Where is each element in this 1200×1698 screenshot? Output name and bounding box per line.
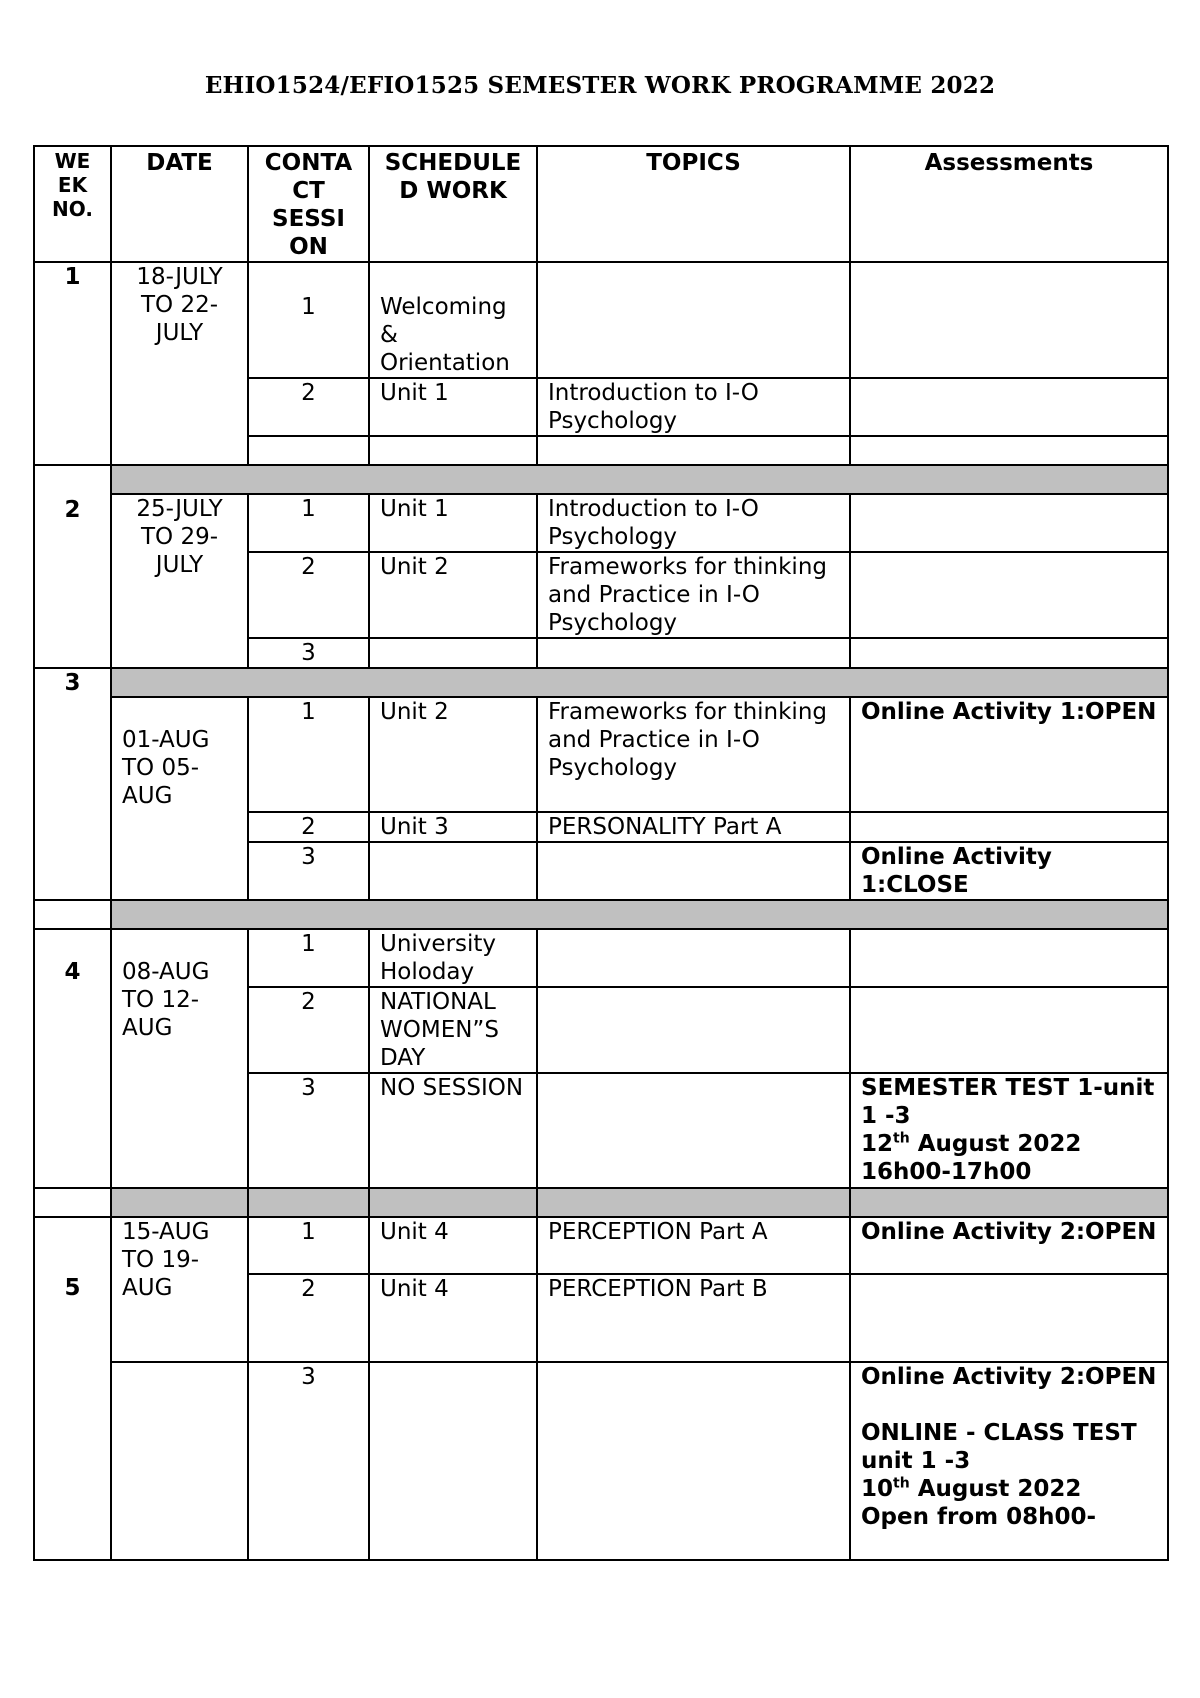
- topic: Introduction to I-O Psychology: [537, 494, 850, 552]
- session-number: 2: [248, 812, 369, 842]
- week-separator: [111, 1188, 248, 1217]
- session-number: [248, 436, 369, 465]
- topic: [537, 929, 850, 987]
- week-number: 1: [34, 262, 111, 465]
- week-separator: [850, 1188, 1168, 1217]
- header-contact-session: CONTA CT SESSI ON: [248, 146, 369, 262]
- assessment: [850, 436, 1168, 465]
- week-number: 3: [34, 668, 111, 900]
- session-number: 3: [248, 1073, 369, 1188]
- topic: PERSONALITY Part A: [537, 812, 850, 842]
- table-row: [34, 494, 1168, 552]
- week-separator: [111, 900, 1168, 929]
- header-scheduled-work: SCHEDULE D WORK: [369, 146, 537, 262]
- assessment: [850, 1362, 1168, 1560]
- session-number: 1: [248, 1217, 369, 1274]
- assessment: [850, 929, 1168, 987]
- week-separator: [369, 1188, 537, 1217]
- header-row: [34, 146, 1168, 262]
- topic: [537, 262, 850, 378]
- scheduled-work: Unit 1: [369, 494, 537, 552]
- assessment: [850, 378, 1168, 436]
- session-number: 2: [248, 378, 369, 436]
- topic: Frameworks for thinking and Practice in I-O Psychology: [537, 697, 850, 812]
- scheduled-work: Unit 2: [369, 697, 537, 812]
- week-separator: [248, 1188, 369, 1217]
- session-number: 1: [248, 262, 369, 378]
- work-programme-table: [33, 145, 1169, 1561]
- session-number: 1: [248, 929, 369, 987]
- scheduled-work: Unit 4: [369, 1274, 537, 1362]
- session-number: 2: [248, 987, 369, 1073]
- spacer: [861, 1391, 1157, 1419]
- week-date: 01-AUG TO 05-AUG: [111, 697, 248, 900]
- scheduled-work: Unit 4: [369, 1217, 537, 1274]
- assessment: [850, 812, 1168, 842]
- assessment: [850, 1274, 1168, 1362]
- week-separator: [111, 668, 1168, 697]
- assessment: Online Activity 1:OPEN: [850, 697, 1168, 812]
- topic: [537, 436, 850, 465]
- topic: [537, 842, 850, 900]
- assessment: [850, 987, 1168, 1073]
- week-number: 5: [34, 1217, 111, 1560]
- table-row: [34, 1217, 1168, 1274]
- week-number: 4: [34, 929, 111, 1188]
- empty-cell: [34, 900, 111, 929]
- separator-row: [34, 1188, 1168, 1217]
- topic: [537, 987, 850, 1073]
- scheduled-work: [369, 842, 537, 900]
- separator-row: [34, 668, 1168, 697]
- table-row: [34, 262, 1168, 378]
- scheduled-work: Welcoming & Orientation: [369, 262, 537, 378]
- empty-cell: [111, 1362, 248, 1560]
- scheduled-work: Unit 1: [369, 378, 537, 436]
- class-test-label: ONLINE - CLASS TEST unit 1 -3: [861, 1420, 1137, 1474]
- class-test-date: 10th August 2022: [861, 1475, 1082, 1502]
- scheduled-work: Unit 3: [369, 812, 537, 842]
- week-separator: [111, 465, 1168, 494]
- class-test-time: Open from 08h00-: [861, 1504, 1097, 1530]
- scheduled-work: [369, 1362, 537, 1560]
- scheduled-work: NATIONAL WOMEN”S DAY: [369, 987, 537, 1073]
- topic: [537, 1073, 850, 1188]
- session-number: 1: [248, 697, 369, 812]
- session-number: 3: [248, 1362, 369, 1560]
- semester-test-date: 12th August 2022: [861, 1130, 1082, 1157]
- header-topics: TOPICS: [537, 146, 850, 262]
- assessment: [850, 494, 1168, 552]
- topic: Frameworks for thinking and Practice in I-O Psychology: [537, 552, 850, 638]
- session-number: 2: [248, 552, 369, 638]
- week-number: 2: [34, 465, 111, 668]
- table-row: [34, 1362, 1168, 1560]
- assessment: Online Activity 1:CLOSE: [850, 842, 1168, 900]
- scheduled-work: Unit 2: [369, 552, 537, 638]
- assessment: [850, 638, 1168, 668]
- scheduled-work: [369, 638, 537, 668]
- header-week-no: WE EK NO.: [34, 146, 111, 262]
- scheduled-work: [369, 436, 537, 465]
- separator-row: [34, 900, 1168, 929]
- topic: Introduction to I-O Psychology: [537, 378, 850, 436]
- online-activity-label: Online Activity 2:OPEN: [861, 1364, 1157, 1390]
- week-date: 18-JULY TO 22-JULY: [111, 262, 248, 465]
- topic: [537, 1362, 850, 1560]
- scheduled-work: NO SESSION: [369, 1073, 537, 1188]
- scheduled-work: University Holoday: [369, 929, 537, 987]
- table-row: [34, 929, 1168, 987]
- week-date: 08-AUG TO 12-AUG: [111, 929, 248, 1188]
- table-row: [34, 697, 1168, 812]
- empty-cell: [34, 1188, 111, 1217]
- session-number: 2: [248, 1274, 369, 1362]
- week-separator: [537, 1188, 850, 1217]
- session-number: 1: [248, 494, 369, 552]
- session-number: 3: [248, 638, 369, 668]
- assessment: Online Activity 2:OPEN: [850, 1217, 1168, 1274]
- session-number: 3: [248, 842, 369, 900]
- topic: [537, 638, 850, 668]
- header-date: DATE: [111, 146, 248, 262]
- separator-row: [34, 465, 1168, 494]
- week-date: 15-AUG TO 19-AUG: [111, 1217, 248, 1362]
- assessment: [850, 262, 1168, 378]
- topic: PERCEPTION Part B: [537, 1274, 850, 1362]
- page-title: EHIO1524/EFIO1525 SEMESTER WORK PROGRAMME 2022: [204, 72, 996, 99]
- semester-test-label: SEMESTER TEST 1-unit 1 -3: [861, 1075, 1155, 1129]
- topic: PERCEPTION Part A: [537, 1217, 850, 1274]
- assessment: [850, 552, 1168, 638]
- assessment: [850, 1073, 1168, 1188]
- header-assessments: Assessments: [850, 146, 1168, 262]
- semester-test-time: 16h00-17h00: [861, 1159, 1032, 1185]
- week-date: 25-JULY TO 29-JULY: [111, 494, 248, 668]
